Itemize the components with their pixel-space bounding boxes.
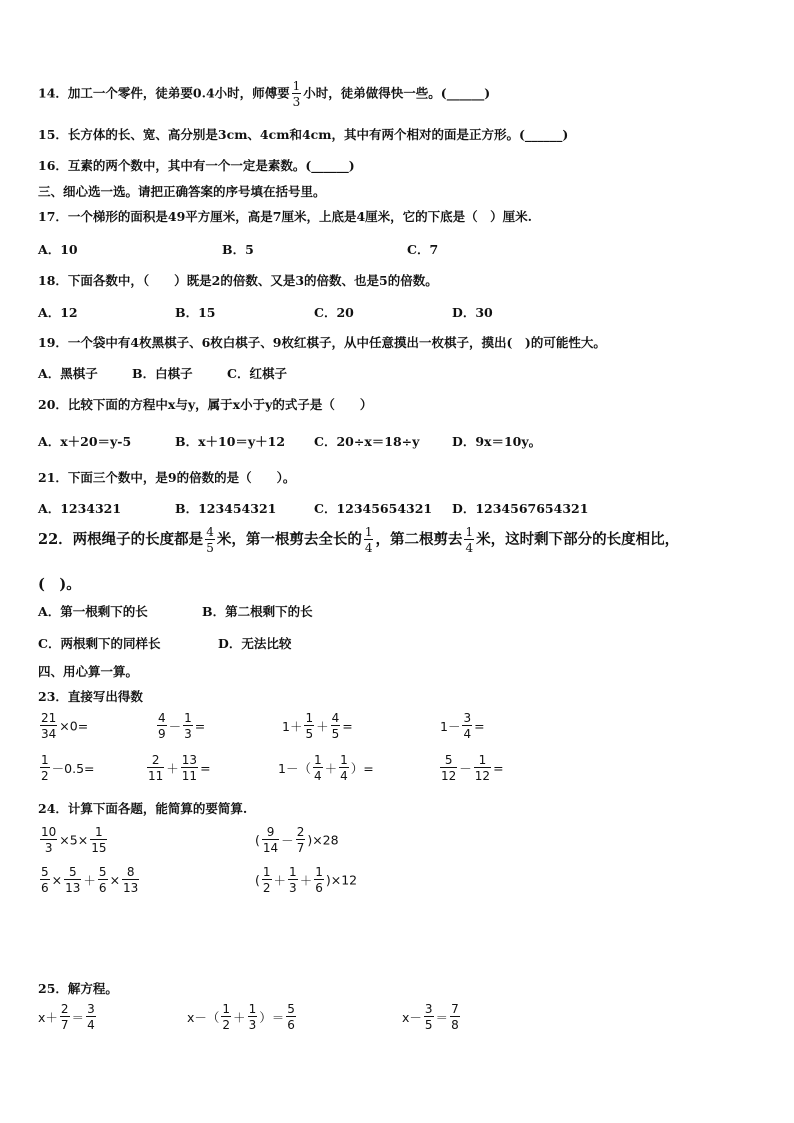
q23-expr-2: $\frac{4}{9}$ － $\frac{1}{3}$ = (158, 711, 206, 741)
q22-fraction-2: $\frac{1}{4}$ (364, 525, 373, 555)
q14 (38, 80, 490, 108)
q22: 22．两根绳子的长度都是 $\frac{4}{5}$ 米，第一根剪去全长的 $\frac{1}{4}$ ，第二根剪去 $\frac{1}{4}$ 米，这时剩下部分的长度相比， (38, 525, 680, 555)
q23-expr-8: $\frac{5}{12}$ － $\frac{1}{12}$ = (441, 753, 504, 783)
q23-title: 23．直接写出得数 (38, 689, 143, 704)
q25-title: 25．解方程。 (38, 981, 118, 996)
q20-option-a: A．x＋20＝y-5 (38, 434, 132, 449)
q25-eq-3: x－ $\frac{3}{5}$ ＝ $\frac{7}{8}$ (402, 1002, 459, 1032)
q21: 21．下面三个数中，是9的倍数的是（ ）。 (38, 470, 296, 485)
q18-option-a: A．12 (38, 305, 78, 320)
q25-eq-1: x＋ $\frac{2}{7}$ ＝ $\frac{3}{4}$ (38, 1002, 95, 1032)
q18: 18．下面各数中，（ ）既是2的倍数、又是3的倍数、也是5的倍数。 (38, 273, 438, 288)
q22-fraction-1: $\frac{4}{5}$ (206, 525, 214, 555)
q20-option-c: C．20÷x＝18÷y (314, 434, 420, 449)
q15: 15．长方体的长、宽、高分别是3cm、4cm和4cm，其中有两个相对的面是正方形。(______) (38, 127, 569, 142)
q19-option-a: A．黑棋子 (38, 366, 98, 381)
q17-option-b: B．5 (222, 242, 254, 257)
q23-expr-7: 1－（ $\frac{1}{4}$ ＋ $\frac{1}{4}$ ）= (278, 753, 374, 783)
q25-eq-2: x－（ $\frac{1}{2}$ ＋ $\frac{1}{3}$ ）＝ $\frac{5}{6}$ (187, 1002, 295, 1032)
q14-pre: 14．加工一个零件，徒弟要0.4小时，师傅要 (38, 85, 290, 101)
q23-expr-5: $\frac{1}{2}$ －0.5= (41, 753, 95, 783)
q19-option-b: B．白棋子 (132, 366, 193, 381)
q24-title: 24．计算下面各题，能简算的要简算. (38, 801, 248, 816)
q18-option-b: B．15 (175, 305, 216, 320)
q22-option-c: C．两根剩下的同样长 (38, 636, 161, 651)
q22-blank-line: ( )。 (38, 576, 81, 593)
q22-option-b: B．第二根剩下的长 (202, 604, 313, 619)
q17-option-c: C．7 (407, 242, 439, 257)
section-4-heading: 四、用心算一算。 (38, 664, 139, 679)
q14-fraction: $\frac{1}{3}$ (292, 79, 301, 109)
q19: 19．一个袋中有4枚黑棋子、6枚白棋子、9枚红棋子，从中任意摸出一枚棋子，摸出( )的可能性大。 (38, 335, 606, 350)
q23-expr-1: $\frac{21}{34}$ ×0= (41, 711, 89, 741)
q21-option-c: C．12345654321 (314, 501, 433, 516)
section-3-heading: 三、细心选一选。请把正确答案的序号填在括号里。 (38, 184, 326, 199)
q21-option-a: A．1234321 (38, 501, 122, 516)
q19-option-c: C．红棋子 (227, 366, 287, 381)
q22-fraction-3: $\frac{1}{4}$ (465, 525, 474, 555)
q20-option-b: B．x＋10＝y＋12 (175, 434, 286, 449)
q24-expr-4: ( $\frac{1}{2}$ ＋ $\frac{1}{3}$ ＋ $\frac{1}{6}$ )×12 (255, 865, 358, 895)
q24-expr-1: $\frac{10}{3}$ ×5× $\frac{1}{15}$ (41, 825, 107, 855)
q24-expr-3: $\frac{5}{6}$ × $\frac{5}{13}$ ＋ $\frac{5}{6}$ × $\frac{8}{13}$ (41, 865, 139, 895)
q14-post: 小时，徒弟做得快一些。(______) (303, 85, 491, 101)
q20-option-d: D．9x＝10y。 (452, 434, 542, 449)
q18-option-c: C．20 (314, 305, 354, 320)
q18-option-d: D．30 (452, 305, 493, 320)
q17-option-a: A．10 (38, 242, 78, 257)
q24-expr-2: ( $\frac{9}{14}$ － $\frac{2}{7}$ )×28 (255, 825, 339, 855)
q22-option-d: D．无法比较 (218, 636, 292, 651)
q21-option-d: D．1234567654321 (452, 501, 589, 516)
q17: 17．一个梯形的面积是49平方厘米，高是7厘米，上底是4厘米，它的下底是（ ）厘米. (38, 209, 533, 224)
q23-expr-3: 1＋ $\frac{1}{5}$ ＋ $\frac{4}{5}$ = (282, 711, 353, 741)
q23-expr-4: 1－ $\frac{3}{4}$ = (440, 711, 485, 741)
q23-expr-6: $\frac{2}{11}$ ＋ $\frac{13}{11}$ = (148, 753, 211, 783)
q22-option-a: A．第一根剩下的长 (38, 604, 148, 619)
q21-option-b: B．123454321 (175, 501, 277, 516)
q16: 16．互素的两个数中，其中有一个一定是素数。(______) (38, 158, 355, 173)
q20: 20．比较下面的方程中x与y，属于x小于y的式子是（ ） (38, 397, 373, 412)
